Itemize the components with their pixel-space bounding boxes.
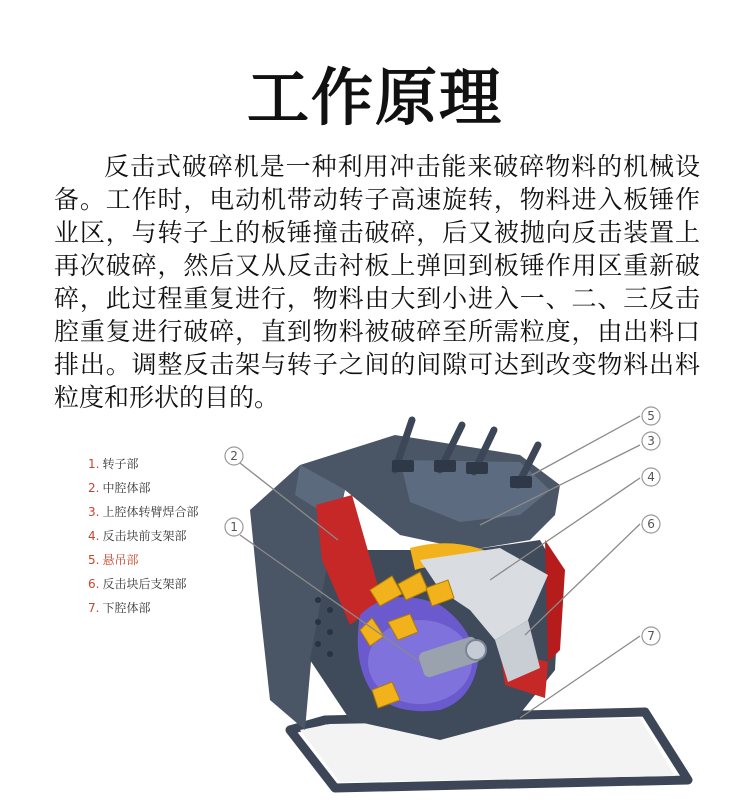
leader-5 — [532, 416, 640, 475]
callout-5 — [642, 407, 660, 425]
shaft-end — [466, 640, 486, 660]
callout-1-label: 1 — [230, 520, 238, 534]
bolt — [327, 607, 333, 613]
page-title: 工作原理 — [246, 61, 503, 134]
callout-1 — [225, 518, 243, 536]
callout-7-label: 7 — [647, 629, 655, 643]
callout-7 — [642, 627, 660, 645]
nut-1 — [392, 460, 414, 472]
legend-num: 6. — [88, 577, 100, 591]
legend-num: 2. — [88, 481, 100, 495]
callout-3-label: 3 — [647, 434, 655, 448]
legend-label: 中腔体部 — [102, 481, 151, 495]
nut-3 — [466, 462, 488, 474]
bolt — [327, 629, 333, 635]
description-text: 反击式破碎机是一种利用冲击能来破碎物料的机械设备。工作时，电动机带动转子高速旋转，物料进入板锤作业区，与转子上的板锤撞击破碎，后又被抛向反击装置上再次破碎，然后又从反击衬板上弹回到板锤作用区重新破碎，此过程重复进行，物料由大到小进入一、二、三反击腔重复进行破碎，直到物料被破碎至所需粒度，由出料口排出。调整反击架与转子之间的间隙可达到改变物料出料粒度和形状的目的。 — [54, 152, 700, 412]
callout-5-label: 5 — [647, 409, 655, 423]
callout-6 — [642, 515, 660, 533]
nut-2 — [434, 460, 456, 472]
bolt — [315, 597, 321, 603]
legend-num: 7. — [88, 601, 100, 615]
legend-num: 3. — [88, 505, 100, 519]
legend-label: 反击块前支架部 — [102, 529, 187, 543]
base-frame-inner — [300, 718, 675, 782]
legend-label: 转子部 — [102, 457, 139, 471]
bolt — [315, 619, 321, 625]
callout-2 — [225, 447, 243, 465]
callout-2-label: 2 — [230, 449, 238, 463]
legend-num: 1. — [88, 457, 100, 471]
callout-3 — [642, 432, 660, 450]
crusher-diagram — [0, 400, 750, 800]
callout-6-label: 6 — [647, 517, 655, 531]
legend-num: 5. — [88, 553, 100, 567]
callout-4-label: 4 — [647, 470, 655, 484]
legend-label: 上腔体转臂焊合部 — [102, 505, 199, 519]
legend-num: 4. — [88, 529, 100, 543]
legend-label: 悬吊部 — [102, 553, 139, 567]
nut-4 — [510, 476, 532, 488]
bolt — [327, 651, 333, 657]
legend-label: 反击块后支架部 — [102, 577, 187, 591]
legend-label: 下腔体部 — [102, 601, 151, 615]
liner-red-right — [545, 540, 565, 662]
bolt — [315, 641, 321, 647]
callout-4 — [642, 468, 660, 486]
